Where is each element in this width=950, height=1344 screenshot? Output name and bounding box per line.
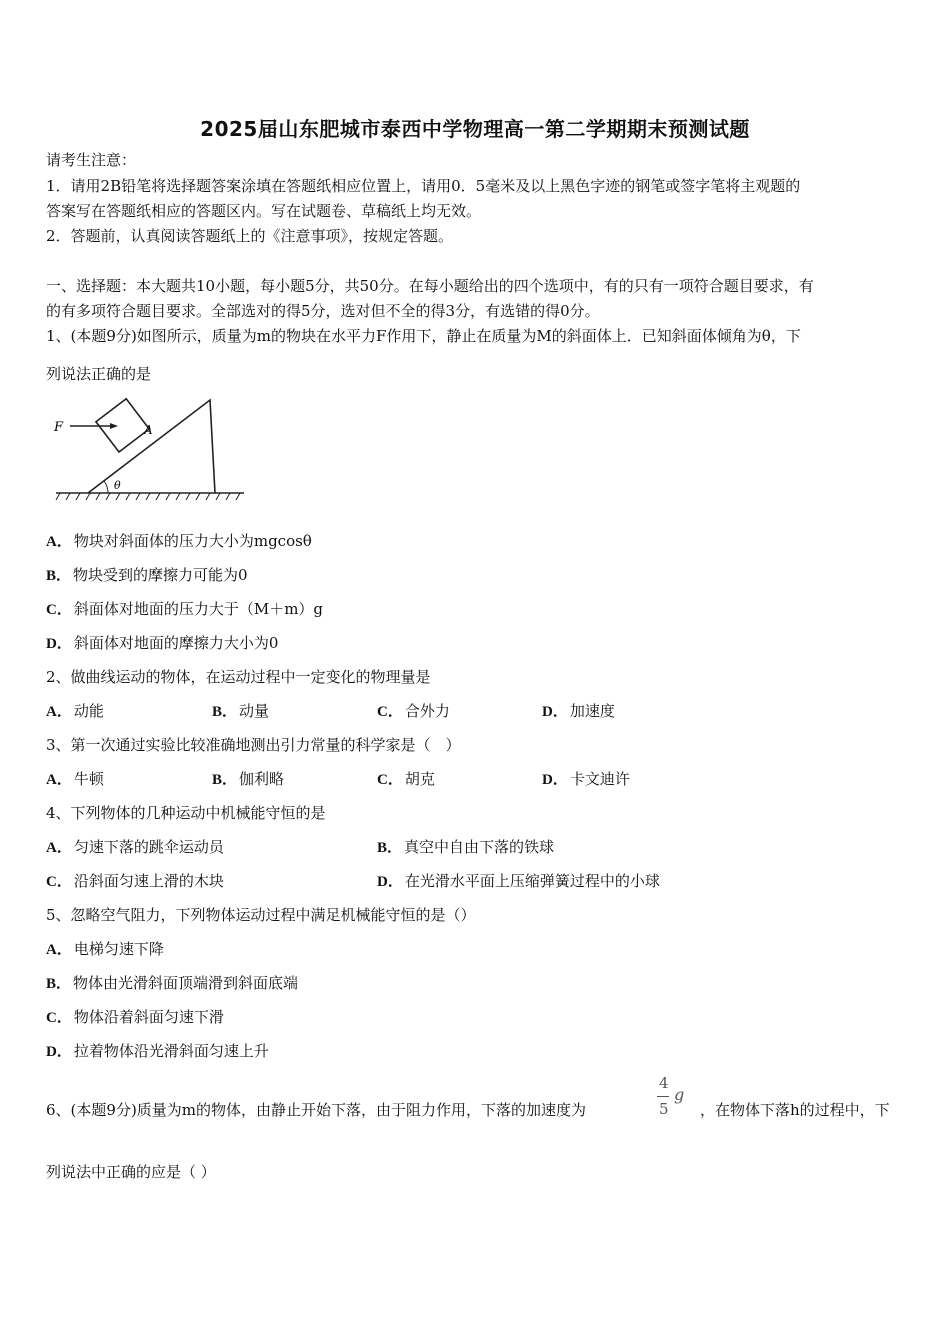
option-label: A．: [46, 772, 72, 788]
q2-option-c: [377, 701, 450, 722]
block-label: A: [144, 423, 153, 437]
option-label: C．: [46, 602, 72, 618]
q5-option-d: [46, 1041, 269, 1062]
option-label: B．: [46, 568, 72, 584]
option-text: 沿斜面匀速上滑的木块: [73, 872, 224, 890]
notice-heading: 请考生注意：: [46, 151, 137, 169]
option-label: B．: [212, 704, 238, 720]
fraction-denominator: 5: [659, 1100, 669, 1118]
angle-label: θ: [114, 479, 121, 492]
option-label: B．: [377, 840, 403, 856]
option-text: 电梯匀速下降: [73, 940, 164, 958]
q4-option-d: [377, 871, 660, 892]
q2-option-a: [46, 701, 104, 722]
option-text: 加速度: [569, 702, 615, 720]
option-text: 伽利略: [239, 770, 285, 788]
option-label: D．: [46, 1044, 72, 1060]
q3-stem: 3、第一次通过实验比较准确地测出引力常量的科学家是（ ）: [46, 736, 461, 754]
option-label: C．: [46, 1010, 72, 1026]
q4-option-b: [377, 837, 554, 858]
option-text: 斜面体对地面的摩擦力大小为0: [73, 634, 279, 652]
q6-stem-line-2: 列说法中正确的应是（ ）: [46, 1163, 216, 1181]
option-text: 卡文迪许: [569, 770, 630, 788]
page-title: 2025届山东肥城市泰西中学物理高一第二学期期末预测试题: [200, 117, 750, 141]
q3-option-a: [46, 769, 104, 790]
q2-option-d: [542, 701, 615, 722]
option-text: 合外力: [404, 702, 450, 720]
section-intro-line-2: 的有多项符合题目要求。全部选对的得5分，选对但不全的得3分，有选错的得0分。: [46, 302, 600, 320]
option-text: 物体沿着斜面匀速下滑: [73, 1008, 224, 1026]
option-text: 物块对斜面体的压力大小为mgcosθ: [73, 532, 312, 550]
q1-stem-line-1: 1、(本题9分)如图所示，质量为m的物块在水平力F作用下，静止在质量为M的斜面体上．已知斜面体倾角为θ，下: [46, 327, 801, 345]
option-label: A．: [46, 840, 72, 856]
q3-option-d: [542, 769, 630, 790]
q4-stem: 4、下列物体的几种运动中机械能守恒的是: [46, 804, 326, 822]
option-text: 在光滑水平面上压缩弹簧过程中的小球: [404, 872, 660, 890]
q6-stem-part-a: 6、(本题9分)质量为m的物体，由静止开始下落，由于阻力作用，下落的加速度为: [46, 1101, 587, 1119]
q1-stem-line-2: 列说法正确的是: [46, 365, 152, 383]
q2-stem: 2、做曲线运动的物体，在运动过程中一定变化的物理量是: [46, 668, 431, 686]
q5-option-a: [46, 939, 164, 960]
option-text: 斜面体对地面的压力大于（M＋m）g: [73, 600, 324, 618]
force-label: F: [54, 420, 64, 435]
option-label: D．: [46, 636, 72, 652]
option-text: 牛顿: [73, 770, 104, 788]
q4-option-a: [46, 837, 224, 858]
q1-option-a: [46, 531, 312, 552]
option-label: D．: [542, 772, 568, 788]
option-label: A．: [46, 704, 72, 720]
option-text: 物块受到的摩擦力可能为0: [73, 566, 248, 584]
notice-line-1b: 答案写在答题纸相应的答题区内。写在试题卷、草稿纸上均无效。: [46, 202, 482, 220]
q6-stem-part-b: ，在物体下落h的过程中，下: [700, 1101, 890, 1119]
option-text: 匀速下落的跳伞运动员: [73, 838, 224, 856]
q3-option-b: [212, 769, 284, 790]
q4-option-c: [46, 871, 224, 892]
q3-option-c: [377, 769, 435, 790]
notice-line-2: 2．答题前，认真阅读答题纸上的《注意事项》，按规定答题。: [46, 227, 454, 245]
option-label: A．: [46, 942, 72, 958]
q5-stem: 5、忽略空气阻力，下列物体运动过程中满足机械能守恒的是（）: [46, 906, 476, 924]
fraction-variable: g: [674, 1085, 685, 1104]
q6-fraction: [654, 1074, 694, 1124]
option-label: B．: [46, 976, 72, 992]
option-label: C．: [377, 772, 403, 788]
ground-hatching: [56, 493, 240, 500]
option-text: 胡克: [404, 770, 435, 788]
q1-incline-figure: [50, 392, 250, 508]
option-text: 动能: [73, 702, 104, 720]
option-text: 物体由光滑斜面顶端滑到斜面底端: [73, 974, 299, 992]
q1-option-d: [46, 633, 278, 654]
option-label: B．: [212, 772, 238, 788]
q1-option-b: [46, 565, 248, 586]
option-label: D．: [377, 874, 403, 890]
fraction-numerator: 4: [659, 1074, 669, 1092]
q5-option-c: [46, 1007, 224, 1028]
angle-arc: [104, 481, 108, 493]
fraction-bar: [657, 1096, 669, 1097]
q1-option-c: [46, 599, 323, 620]
q5-option-b: [46, 973, 298, 994]
section-intro-line-1: 一、选择题：本大题共10小题，每小题5分，共50分。在每小题给出的四个选项中，有的只有一项符合题目要求，有: [46, 277, 814, 295]
option-text: 动量: [239, 702, 270, 720]
option-label: C．: [377, 704, 403, 720]
option-text: 拉着物体沿光滑斜面匀速上升: [73, 1042, 269, 1060]
option-label: A．: [46, 534, 72, 550]
notice-line-1: 1．请用2B铅笔将选择题答案涂填在答题纸相应位置上，请用0．5毫米及以上黑色字迹的钢笔或签字笔将主观题的: [46, 177, 801, 195]
option-text: 真空中自由下落的铁球: [404, 838, 555, 856]
option-label: C．: [46, 874, 72, 890]
q2-option-b: [212, 701, 269, 722]
option-label: D．: [542, 704, 568, 720]
